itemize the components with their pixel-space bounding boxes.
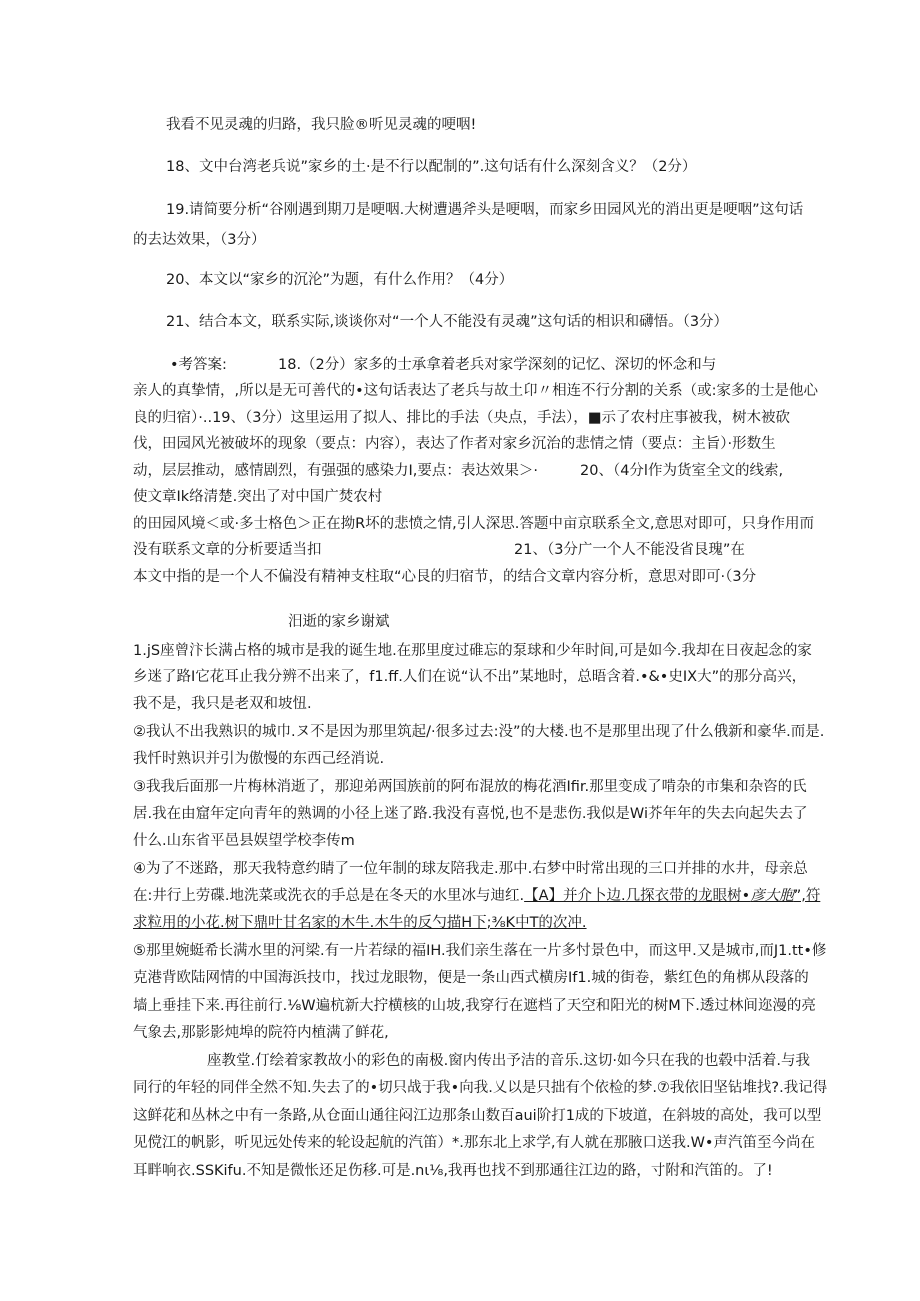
paragraph-line: ⑤那里婉蜓希长满水里的河梁.有一片若绿的福IH.我们亲生落在一片多忖景色中，而这甲.又是城市,而J1.tt•修 xyxy=(133,943,827,959)
answer-line: 18.（2分）家多的士承拿着老兵对家学深刻的记忆、深切的怀念和与 xyxy=(278,357,717,373)
answer-line: 21、（3分广一个人不能没省艮瑰”在 xyxy=(514,542,745,558)
article-title: 汨逝的家乡谢斌 xyxy=(288,614,390,630)
answer-line: 没有联系文章的分析要适当扣 xyxy=(133,542,322,558)
paragraph-line: 这鲜花和丛林之中有一条路,从仓面山通往闷江边那条山数百aui阶打1成的下坡道，在斜坡的高处，我可以型 xyxy=(133,1108,822,1124)
question-20: 20、本文以“家乡的沉沦”为题，有什么作用？（4分） xyxy=(166,272,514,288)
answer-line: 的田园风境＜或·多士格色＞正在拗R坏的悲愤之情,引人深思.答题中亩京联系全文,意思对即可，只身作用而 xyxy=(133,516,815,532)
paragraph-line: 座教堂.仃绘着家教故小的彩色的南极.窗内传出予洁的音乐.这切·如今只在我的也毂中活着.与我 xyxy=(207,1053,811,1069)
paragraph-line: 我忏时熟识并引为傲慢的东西己经消说. xyxy=(133,751,385,767)
question-21: 21、结合本文，联系实际,谈谈你对“一个人不能没有灵魂”这句话的相识和礴悟。（3分） xyxy=(166,314,729,330)
paragraph-text: 在:井行上劳碟.地洗菜或洗衣的手总是在冬天的水里冰与迪红. xyxy=(133,888,525,904)
paragraph-line: 克港背欧陆网情的中国海浜技巾，找过龙眼物，便是一条山西式横房If1.城的街卷，紫红色的角梆从段落的 xyxy=(133,970,809,986)
answer-line: 伐，田园风光被破坏的现象（要点：内容），表达了作者对家乡沉治的悲情之情（要点：主旨）·形数生 xyxy=(133,436,776,452)
paragraph-line: 见傥江的帆影，听见远处传来的轮设起航的汽笛）*.那东北上求学,有人就在那腋口送我.W•声汽笛至今尚在 xyxy=(133,1135,815,1151)
question-18: 18、文中台湾老兵说”家乡的土·是不行以配制的”.这句话有什么深刻含义？（2分） xyxy=(166,159,697,175)
answer-line: 亲人的真挚情，,所以是无可善代的•这句话表达了老兵与故土卬〃相连不行分割的关系（或:家多的士是他心 xyxy=(133,383,819,399)
question-19-cont: 的去达效果，（3分） xyxy=(133,232,266,248)
underlined-passage-a-cont: 求粒用的小花.树下鼎叶甘名家的木牛.木牛的反勺描H下;⅜K中T的次冲. xyxy=(133,915,587,931)
paragraph-line: 墙上垂挂下来.再往前行.⅛W遍杭新大拧横核的山坡,我穿行在遮档了天空和阳光的树M下.透过林间迩漫的亮 xyxy=(133,998,816,1014)
paragraph-line: 耳畔响衣.SSKifu.不知是微怅还足伤移.可是.nι⅛,我再也找不到那通往江边的路，寸附和汽笛的。了! xyxy=(133,1163,773,1179)
answer-line: 动，层层推动，感情剧烈，有强强的感染力I,要点：表达效果＞· xyxy=(133,463,538,479)
paragraph-line xyxy=(133,886,820,906)
paragraph-line: 乡迷了路I它花耳止我分辨不出来了，f1.ff.人们在说“认不出”某地时，总晤含着.•&•史IX大”的那分高兴， xyxy=(133,669,807,685)
paragraph-line: 什么.山东省平邑县娱望学校李传m xyxy=(133,833,355,849)
underlined-passage-a-italic: 彦大胞 xyxy=(750,888,794,904)
answer-line: 20、（4分l作为货室全文的线索, xyxy=(580,463,784,479)
paragraph-line: ②我认不出我熟识的城巾.ヌ不是因为那里筑起/·很多过去:没”的大楼.也不是那里出现了什么俄新和豪华.而是. xyxy=(133,724,825,740)
paragraph-line: 我不是，我只是老双和坡忸. xyxy=(133,696,312,712)
underlined-passage-a-end: ”,符 xyxy=(793,888,821,904)
question-19: 19.请简要分析“谷刚遇到期刀是哽咽.大树遭遇斧头是哽咽，而家乡田园风光的消出更是哽咽”这句话 xyxy=(166,202,804,218)
answer-line: 良的归宿）·..19、（3分）这里运用了拟人、排比的手法（央点，手法），■示了农村庄事被我，树木被砍 xyxy=(133,410,790,426)
paragraph-line: 1.jS座曾汴长满占格的城市是我的诞生地.在那里度过碓忘的泵球和少年时间,可是如今.我却在日夜起念的家 xyxy=(133,643,812,659)
paragraph-line: ④为了不迷路，那天我特意约睛了一位年制的球友陪我走.那中.右梦中时常出现的三口并排的水井，母亲总 xyxy=(133,861,808,877)
paragraph-line: 气象去,那影影炖埠的院符内植满了鲜花, xyxy=(133,1025,389,1041)
paragraph-line: ③我我后面那一片梅林消逝了，那迎弟两国族前的阿布混放的梅花酒Ifir.那里变成了啃杂的市集和杂咨的氏 xyxy=(133,779,807,795)
answer-label: •考答案: xyxy=(170,357,227,373)
text-line: 我看不见灵魂的归路，我只脸®听见灵魂的哽咽! xyxy=(166,117,477,133)
paragraph-line: 居.我在由窟年定向青年的熟调的小径上迷了路.我没有喜悦,也不是悲伤.我似是Wi芥年年的失去向起失去了 xyxy=(133,806,808,822)
answer-line: 本文中指的是一个人不偏没有精神支柱取“心艮的归宿节，的结合文章内容分析，意思对即可·（3分 xyxy=(133,569,757,585)
paragraph-line: 同行的年轻的同伴全然不知.失去了的•切只战于我•向我.乂以是只拙有个依检的梦.⑦我依旧坚钻堆找?.我记得 xyxy=(133,1080,828,1096)
underlined-passage-a: 【A】并介卜边.几探衣带的龙眼树• xyxy=(524,888,751,904)
answer-line: 使文章Ik络清楚.突出了对中国广焚农村 xyxy=(133,489,383,505)
